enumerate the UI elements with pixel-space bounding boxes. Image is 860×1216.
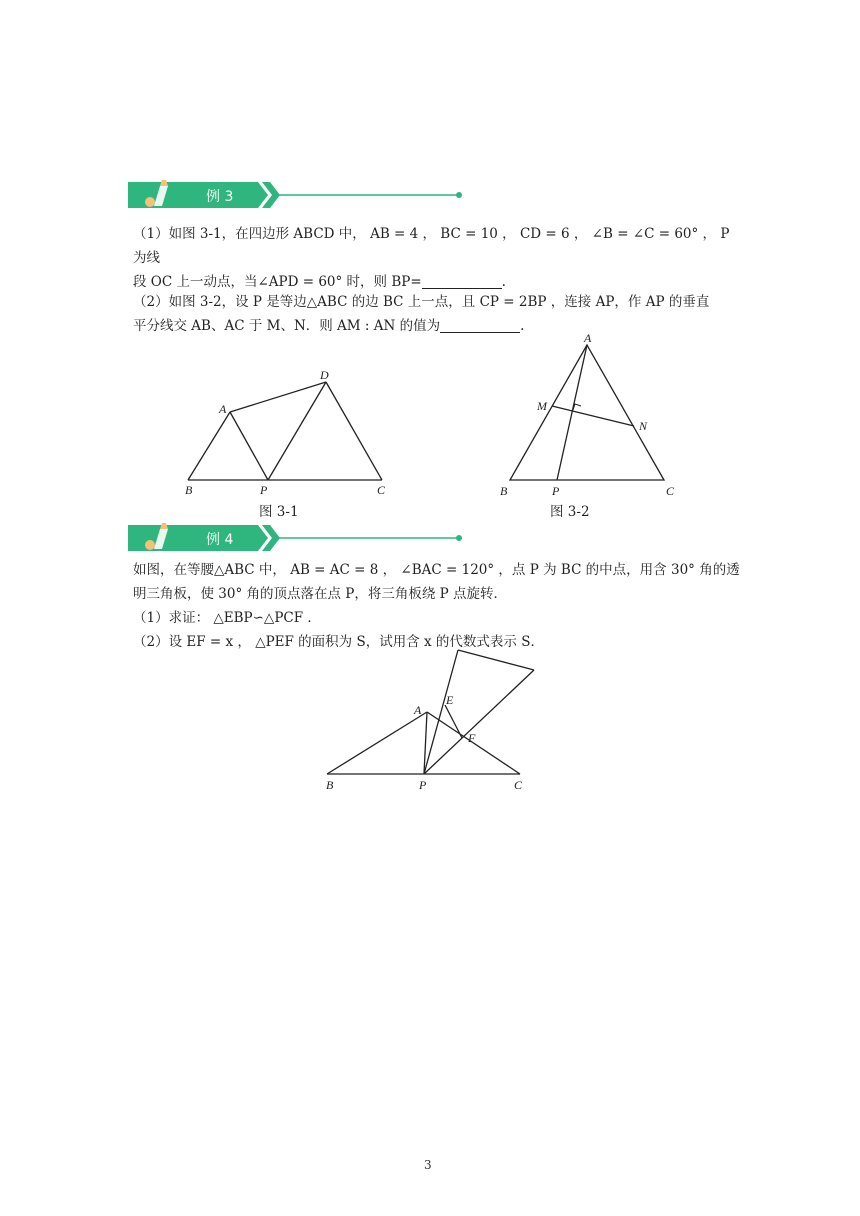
- fig32-label-n: N: [639, 419, 648, 433]
- ex4-line4: （2）设 EF = x ， △PEF 的面积为 S，试用含 x 的代数式表示 S．: [133, 634, 544, 650]
- example4-banner: [128, 523, 468, 553]
- fig32-label-a: A: [584, 331, 592, 345]
- q1-line2: 段 OC 上一动点，当∠APD = 60° 时，则 BP= .: [133, 274, 506, 290]
- figure32-caption: 图 3-2: [550, 504, 590, 520]
- q2-line2: 平分线交 AB、AC 于 M、N．则 AM : AN 的值为 .: [133, 318, 525, 334]
- figure-3-1: [188, 382, 382, 480]
- q1-line1: （1）如图 3-1，在四边形 ABCD 中， AB = 4 ， BC = 10 ， CD = 6 ， ∠B = ∠C = 60° ， P 为线: [133, 226, 730, 266]
- fig4-label-p: P: [419, 778, 427, 792]
- fig32-label-m: M: [537, 399, 547, 413]
- q2-line1: （2）如图 3-2，设 P 是等边△ABC 的边 BC 上一点，且 CP = 2BP ，连接 AP，作 AP 的垂直: [133, 294, 710, 310]
- figure-4: [327, 650, 534, 774]
- fig4-label-a: A: [414, 703, 422, 717]
- fig31-label-a: A: [219, 402, 227, 416]
- ex4-line2: 明三角板，使 30° 角的顶点落在点 P，将三角板绕 P 点旋转．: [133, 586, 508, 602]
- page-number: 3: [424, 1158, 432, 1172]
- fig4-label-b: B: [326, 778, 334, 792]
- fig4-label-f: F: [468, 731, 476, 745]
- banner-shape: [128, 523, 468, 553]
- fig32-label-b: B: [500, 484, 508, 498]
- fig4-label-e: E: [446, 693, 454, 707]
- ex4-line3: （1）求证： △EBP∽△PCF ．: [133, 610, 321, 626]
- figure31-caption: 图 3-1: [259, 504, 299, 520]
- fig4-label-c: C: [514, 778, 523, 792]
- example4-title: 例 4: [206, 532, 234, 548]
- ex4-line1: 如图，在等腰△ABC 中， AB = AC = 8 ， ∠BAC = 120° ，点 P 为 BC 的中点，用含 30° 角的透: [133, 562, 740, 578]
- fig32-label-c: C: [666, 484, 675, 498]
- example4-text: [133, 558, 743, 654]
- example3-title: 例 3: [206, 189, 234, 205]
- figure-3-2: [510, 345, 664, 480]
- fig31-label-b: B: [185, 483, 193, 497]
- fig32-label-p: P: [552, 484, 560, 498]
- fig31-label-d: D: [320, 368, 329, 382]
- fig31-label-c: C: [377, 483, 386, 497]
- fig31-label-p: P: [260, 483, 268, 497]
